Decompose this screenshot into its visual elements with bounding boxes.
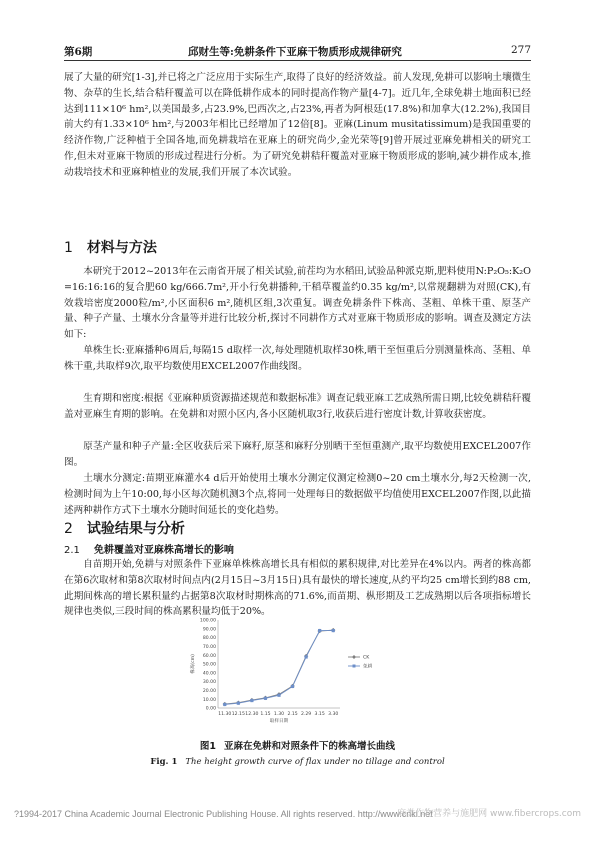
y-tick-label: 10.00 [202, 697, 216, 703]
results-paragraph: 自苗期开始,免耕与对照条件下亚麻单株株高增长具有相似的累积规律,对比差异在4%以内。两者的株高都在第6次取材和第8次取材时间点内(2月15日~3月15日)具有最快的增长速度,从约平均25 cm增长到约88 cm,此期间株高的增长累积量约占据第8次取材时期株高的71.6%,而苗期、枞形期及工艺成熟期以后各项指标增长规律也类似,三段时间的株高累积量均低于20%。 [64, 559, 531, 618]
data-point-no-tillage [223, 703, 226, 706]
x-tick-label: 3.15 [314, 712, 325, 717]
x-tick-label: 12.30 [245, 712, 259, 717]
data-point-no-tillage [332, 629, 335, 632]
growth-paragraph: 单株生长:亚麻播种6周后,每隔15 d取样一次,每处理随机取样30株,晒干至恒重后分别测量株高、茎粗、单株干重,共取样9次,取平均数使用EXCEL2007作曲线图。 [64, 345, 531, 372]
figure-caption-zh [0, 738, 595, 752]
intro-paragraph: 展了大量的研究[1-3],并已将之广泛应用于实际生产,取得了良好的经济效益。前人发现,免耕可以影响土壤微生物、杂草的生长,结合秸秆覆盖可以在降低耕作成本的同时提高作物产量[4-7]。近几年,全球免耕土地面积已经达到111×10⁶ hm²,以美国最多,占23.9%,巴西次之,占23%,再者为阿根廷(17.8%)和加拿大(12.2%),我国目前大约有1.33×10⁶ hm²,与2003年相比已经增加了12倍[8]。亚麻(Linum musitatissimum)是我国重要的经济作物,广泛种植于全国各地,而免耕栽培在亚麻上的研究尚少,金光荣等[9]曾开展过亚麻免耕相关的研究工作,但未对亚麻干物质的形成过程进行分析。为了研究免耕秸秆覆盖对亚麻干物质形成的影响,减少耕作成本,推动栽培技术和亚麻种植业的发展,我们开展了本次试验。 [64, 72, 531, 178]
figure-caption-en-text: The height growth curve of flax under no tillage and control [185, 757, 445, 767]
y-axis-title: 株高(cm) [191, 654, 196, 674]
legend-marker-no-tillage [353, 665, 356, 668]
x-tick-label: 12.15 [231, 712, 245, 717]
legend-label: CK [363, 655, 370, 661]
data-point-no-tillage [250, 699, 253, 702]
data-point-no-tillage [291, 685, 294, 688]
height-growth-chart [188, 614, 418, 726]
legend-marker-ck [352, 655, 356, 659]
figure-label-zh: 图1 [199, 741, 217, 752]
running-title: 邱财生等:免耕条件下亚麻干物质形成规律研究 [188, 46, 402, 58]
y-tick-label: 40.00 [202, 671, 216, 677]
section-2-heading [64, 518, 185, 538]
x-tick-label: 3.30 [328, 712, 339, 717]
running-header [64, 44, 531, 60]
x-axis-title: 取样日期 [269, 719, 289, 724]
y-tick-label: 80.00 [202, 636, 216, 642]
x-tick-label: 1.30 [273, 712, 285, 717]
x-tick-label: 2.15 [287, 712, 298, 717]
header-rule [64, 60, 531, 61]
section-1-number: 1 [64, 240, 73, 256]
x-tick-label: 2.29 [300, 712, 312, 717]
y-tick-label: 70.00 [202, 645, 216, 650]
y-tick-label: 30.00 [202, 680, 216, 686]
y-tick-label: 100.00 [199, 618, 216, 624]
page-number: 277 [510, 44, 531, 56]
section-1-heading [64, 237, 157, 257]
soil-water-paragraph: 土壤水分测定:苗期亚麻灌水4 d后开始使用土壤水分测定仪测定检测0~20 cm土壤水分,每2天检测一次,检测时间为上午10:00,每小区每次随机测3个点,将同一处理每日的数据做平均值使用EXCEL2007作图,以此描述两种耕作方式下土壤水分随时间延长的变化趋势。 [64, 473, 531, 516]
stage-density-paragraph: 生育期和密度:根据《亚麻种质资源描述规范和数据标准》调查记载亚麻工艺成熟所需日期,比较免耕秸秆覆盖对亚麻生育期的影响。在免耕和对照小区内,各小区随机取3行,收获后进行密度计数,计算收获密度。 [64, 393, 531, 420]
y-tick-label: 50.00 [202, 662, 216, 668]
data-point-no-tillage [318, 629, 321, 632]
subsection-2-1-title: 免耕覆盖对亚麻株高增长的影响 [93, 545, 234, 556]
figure-label-en: Fig. 1 [150, 757, 178, 767]
copyright-footer: ?1994-2017 China Academic Journal Electronic Publishing House. All rights reserved. http://www.cnki.net [14, 809, 433, 819]
issue-number: 第6期 [64, 46, 93, 58]
figure-caption-en [0, 757, 595, 767]
x-tick-label: 11.30 [218, 712, 232, 717]
section-1-title: 材料与方法 [86, 240, 157, 256]
section-2-title: 试验结果与分析 [86, 521, 185, 537]
x-tick-label: 1.15 [260, 712, 271, 717]
yield-paragraph: 原茎产量和种子产量:全区收获后采下麻籽,原茎和麻籽分别晒干至恒重测产,取平均数使用EXCEL2007作图。 [64, 441, 531, 468]
y-tick-label: 60.00 [202, 653, 216, 659]
y-tick-label: 90.00 [202, 627, 216, 633]
data-point-no-tillage [277, 694, 280, 697]
subsection-2-1-number: 2.1 [64, 545, 80, 556]
watermark-text: 麻类作物营养与施肥网 www.fibercrops.com [397, 809, 581, 819]
methods-paragraph: 本研究于2012~2013年在云南省开展了相关试验,前茬均为水稻田,试验品种派克斯,肥料使用N:P₂O₅:K₂O=16:16:16的复合肥60 kg/666.7m²,开小行免耕播种,干稻草覆盖约0.35 kg/m²,以常规翻耕为对照(CK),有效栽培密度2000粒/m²,小区面积6 m²,随机区组,3次重复。调查免耕条件下株高、茎粗、单株干重、原茎产量、种子产量、土壤水分含量等并进行比较分析,探讨不同耕作方式对亚麻干物质形成的影响。调查及测定方法如下: [64, 266, 531, 341]
legend-label: 免耕 [363, 664, 373, 670]
figure-caption-zh-text: 亚麻在免耕和对照条件下的株高增长曲线 [224, 741, 396, 752]
y-tick-label: 0.00 [205, 706, 216, 712]
data-point-no-tillage [305, 655, 308, 658]
y-tick-label: 20.00 [202, 689, 216, 694]
data-point-no-tillage [264, 697, 267, 700]
data-point-no-tillage [237, 702, 240, 705]
section-2-number: 2 [64, 521, 73, 537]
subsection-2-1-heading [64, 541, 234, 556]
